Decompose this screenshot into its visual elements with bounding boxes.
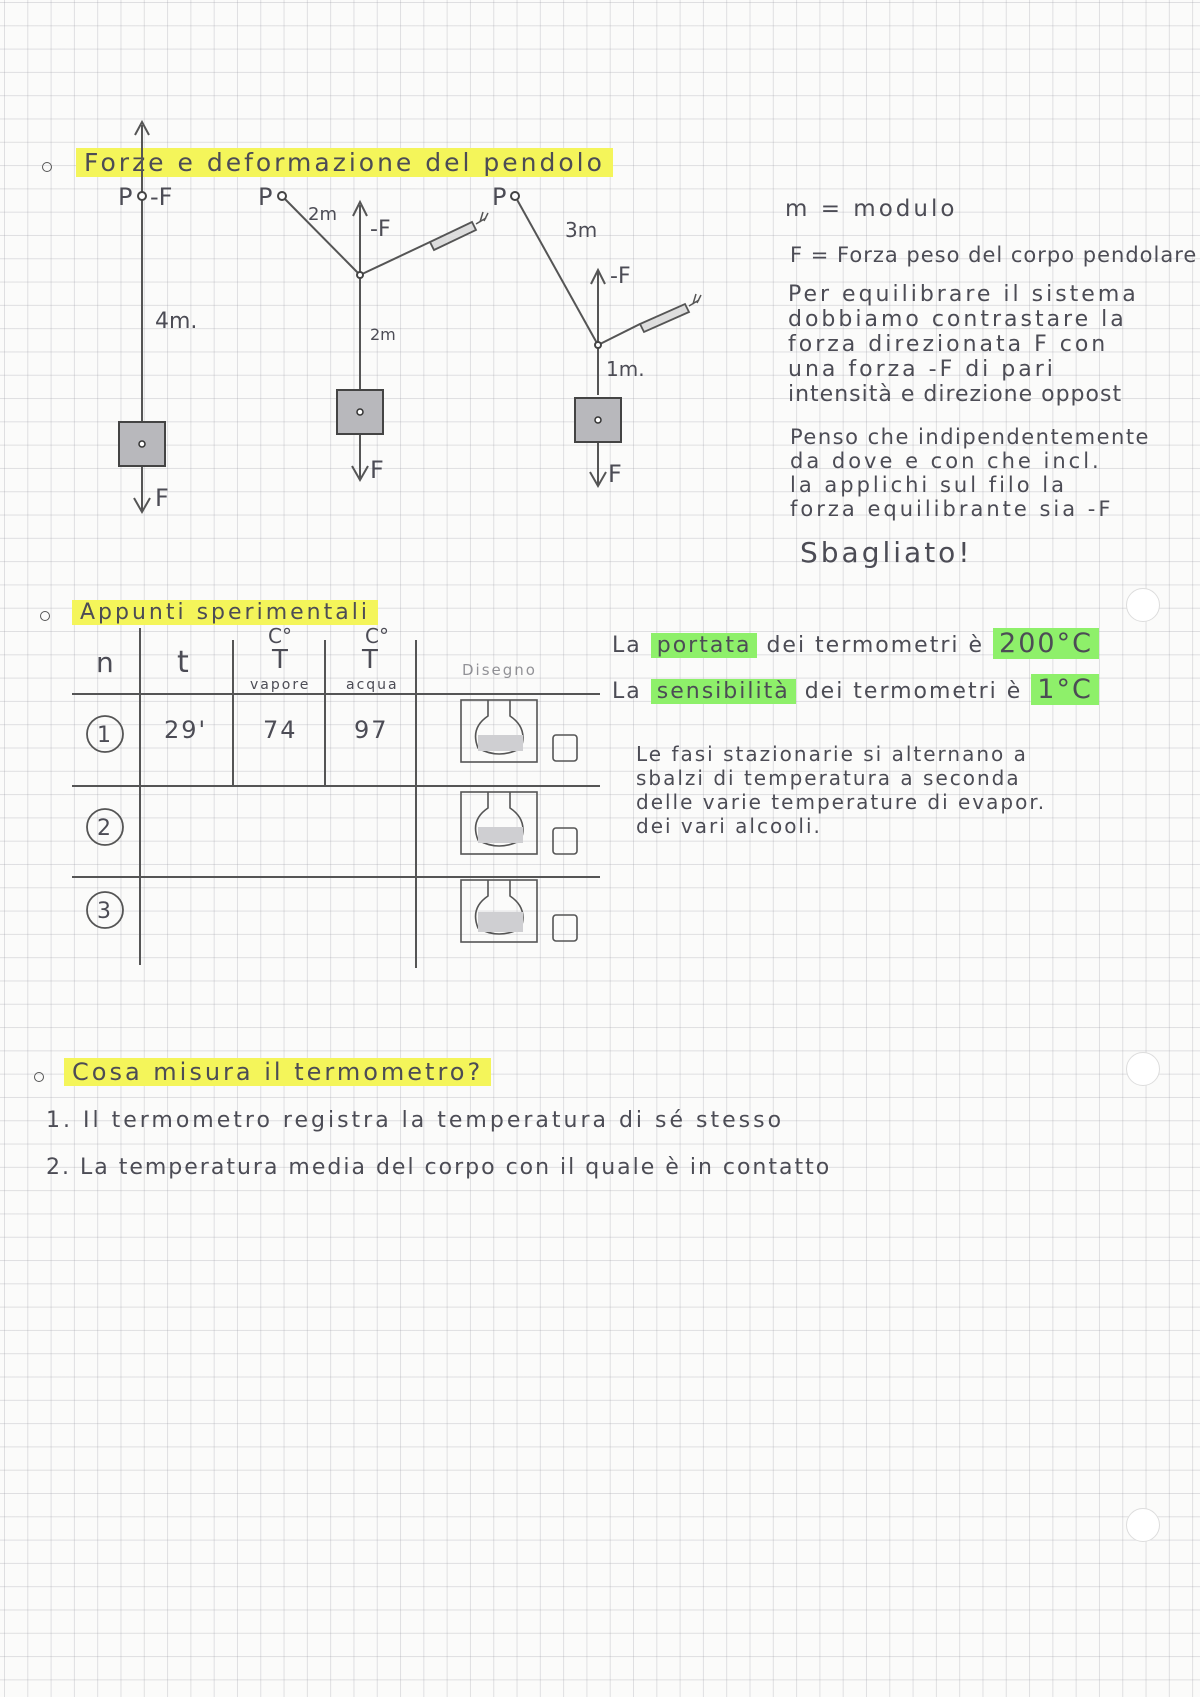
definition-m: m = modulo <box>785 196 958 222</box>
header-n: n <box>96 646 114 679</box>
length-label-4m: 4m. <box>155 309 198 334</box>
length-label-1m: 1m. <box>606 357 645 381</box>
header-t: t <box>177 645 189 680</box>
pivot-label-3: P <box>492 183 507 211</box>
row-1-t: 29' <box>164 716 208 744</box>
section-title-thermometer: Cosa misura il termometro? <box>64 1058 491 1086</box>
row-3-n: 3 <box>97 899 111 924</box>
f-label-2: F <box>370 456 384 484</box>
fact-phases: Le fasi stazionarie si alternano a sbalzi di temperatura a seconda delle varie temperature di evapor. dei vari alcooli. <box>636 742 1047 838</box>
header-sub-acqua: acqua <box>346 677 399 693</box>
header-T-acqua: T <box>362 645 378 675</box>
minus-f-label-2: -F <box>370 217 391 242</box>
minus-f-label-1: -F <box>150 183 173 211</box>
header-unit-acqua: C° <box>365 624 389 648</box>
section-title-pendulum: Forze e deformazione del pendolo <box>76 148 613 177</box>
row-1-n: 1 <box>97 723 111 748</box>
length-label-3m: 3m <box>565 218 598 242</box>
note-equilibrium: Per equilibrare il sistema dobbiamo contrastare la forza direzionata F con una forza -F di pari intensità e direzione oppost <box>788 282 1139 407</box>
row-1-vapore: 74 <box>263 716 298 744</box>
minus-f-label-3: -F <box>610 264 631 289</box>
length-label-2m-upper: 2m <box>308 204 337 225</box>
f-label-3: F <box>608 460 622 488</box>
length-label-2m-lower: 2m <box>370 325 396 344</box>
note-hypothesis: Penso che indipendentemente da dove e con che incl. la applichi sul filo la forza equilibrante sia -F <box>790 425 1150 521</box>
answer-2: 2. La temperatura media del corpo con il quale è in contatto <box>46 1155 832 1180</box>
bullet-3 <box>34 1072 44 1082</box>
definition-f: F = Forza peso del corpo pendolare <box>790 243 1198 267</box>
f-label-1: F <box>155 484 169 512</box>
fact-range: La portata dei termometri è 200°C <box>612 628 1099 659</box>
row-1-acqua: 97 <box>354 716 389 744</box>
section-title-notes: Appunti sperimentali <box>72 600 378 625</box>
header-unit-vapore: C° <box>268 624 292 648</box>
header-T-vapore: T <box>272 645 288 675</box>
pivot-label-2: P <box>258 183 273 211</box>
note-wrong: Sbagliato! <box>800 536 973 569</box>
header-drawing: Disegno <box>462 661 537 679</box>
answer-1: 1. Il termometro registra la temperatura di sé stesso <box>46 1108 785 1133</box>
row-2-n: 2 <box>97 816 111 841</box>
fact-sensitivity: La sensibilità dei termometri è 1°C <box>612 674 1099 705</box>
pivot-label-1: P <box>118 183 133 211</box>
header-sub-vapore: vapore <box>250 677 311 693</box>
